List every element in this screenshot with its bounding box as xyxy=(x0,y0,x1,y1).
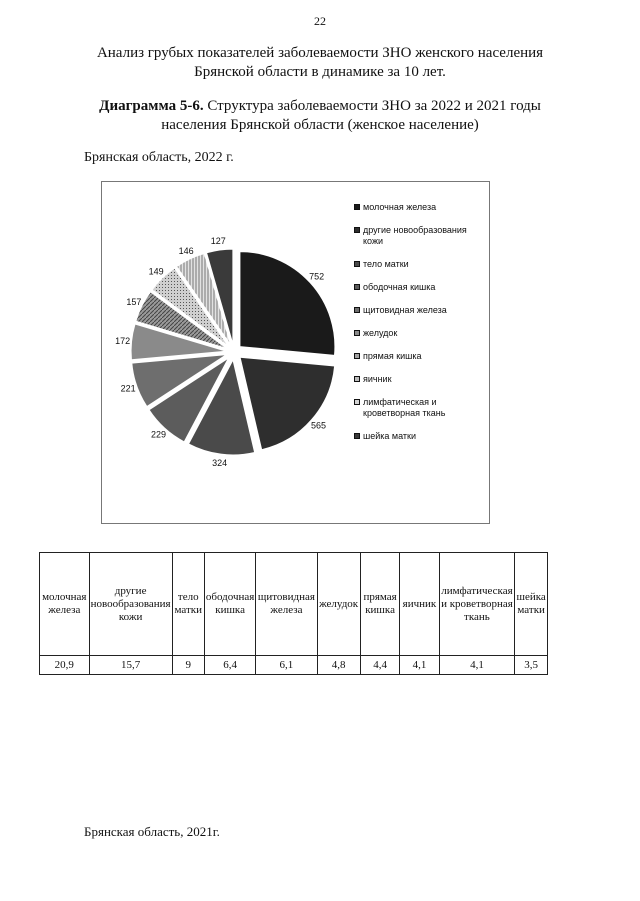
table-value-cell-6: 4,8 xyxy=(317,656,360,675)
pie-value-label-9: 146 xyxy=(178,245,194,256)
page-heading xyxy=(40,44,600,82)
pie-chart-frame xyxy=(101,181,490,524)
pie-slice-1 xyxy=(240,252,335,356)
legend-label-2: другие новообразования кожи xyxy=(363,225,467,246)
table-value-cell-4: 6,4 xyxy=(204,656,255,675)
table-header-cell-8: яичник xyxy=(400,553,439,656)
legend-swatch-4 xyxy=(354,284,360,290)
share-table xyxy=(39,552,548,675)
legend-swatch-10 xyxy=(354,433,360,439)
pie-slice-2 xyxy=(240,357,335,449)
table-header-cell-9: лимфатическая и кроветворная ткань xyxy=(439,553,515,656)
legend-label-4: ободочная кишка xyxy=(363,282,436,292)
diagram-title xyxy=(40,97,600,135)
table-value-cell-2: 15,7 xyxy=(89,656,172,675)
chart-legend xyxy=(354,202,486,442)
legend-label-7: прямая кишка xyxy=(363,351,422,361)
legend-swatch-5 xyxy=(354,307,360,313)
pie-value-label-6: 172 xyxy=(115,335,131,346)
pie-value-label-3: 324 xyxy=(212,458,228,469)
table-value-cell-9: 4,1 xyxy=(439,656,515,675)
pie-value-label-8: 149 xyxy=(148,266,164,277)
table-header-cell-10: шейка матки xyxy=(515,553,548,656)
pie-value-label-1: 752 xyxy=(309,271,325,282)
legend-item-1 xyxy=(354,202,486,213)
table-value-cell-10: 3,5 xyxy=(515,656,548,675)
heading-line-2: Брянской области в динамике за 10 лет. xyxy=(194,64,446,80)
legend-swatch-2 xyxy=(354,227,360,233)
legend-item-4 xyxy=(354,282,486,293)
pie-value-label-5: 221 xyxy=(120,383,136,394)
table-value-cell-3: 9 xyxy=(172,656,204,675)
diagram-title-text: Структура заболеваемости ЗНО за 2022 и 2021 годы xyxy=(203,98,541,114)
region-label-2022: Брянская область, 2022 г. xyxy=(84,150,234,165)
table-value-cell-8: 4,1 xyxy=(400,656,439,675)
diagram-title-line-2: населения Брянской области (женское население) xyxy=(161,117,479,133)
legend-label-6: желудок xyxy=(363,328,398,338)
table-value-cell-5: 6,1 xyxy=(256,656,317,675)
legend-label-5: щитовидная железа xyxy=(363,305,447,315)
table-header-cell-1: молочная железа xyxy=(40,553,90,656)
table-header-cell-3: тело матки xyxy=(172,553,204,656)
diagram-title-line-1 xyxy=(40,97,600,116)
legend-swatch-7 xyxy=(354,353,360,359)
pie-value-label-2: 565 xyxy=(310,420,327,431)
legend-item-7 xyxy=(354,351,486,362)
legend-label-10: шейка матки xyxy=(363,431,416,441)
legend-item-8 xyxy=(354,374,486,385)
legend-swatch-9 xyxy=(354,399,360,405)
legend-swatch-8 xyxy=(354,376,360,382)
table-header-cell-2: другие новообразования кожи xyxy=(89,553,172,656)
legend-label-3: тело матки xyxy=(363,259,409,269)
legend-swatch-3 xyxy=(354,261,360,267)
legend-swatch-1 xyxy=(354,204,360,210)
legend-swatch-6 xyxy=(354,330,360,336)
legend-item-3 xyxy=(354,259,486,270)
legend-item-6 xyxy=(354,328,486,339)
page-number: 22 xyxy=(314,14,326,28)
legend-item-5 xyxy=(354,305,486,316)
heading-line-1: Анализ грубых показателей заболеваемости ЗНО женского населения xyxy=(96,45,544,61)
table-header-row xyxy=(40,553,548,656)
pie-value-label-4: 229 xyxy=(150,429,167,440)
table-header-cell-6: желудок xyxy=(317,553,360,656)
legend-label-9: лимфатическая и кроветворная ткань xyxy=(363,397,446,418)
table-header-cell-7: прямая кишка xyxy=(360,553,400,656)
legend-item-10 xyxy=(354,431,486,442)
legend-label-1: молочная железа xyxy=(363,202,437,212)
legend-item-9 xyxy=(354,397,486,419)
diagram-number: Диаграмма 5-6. xyxy=(99,98,204,114)
table-value-cell-7: 4,4 xyxy=(360,656,400,675)
legend-item-2 xyxy=(354,225,486,247)
pie-value-label-7: 157 xyxy=(126,296,142,307)
legend-label-8: яичник xyxy=(363,374,392,384)
pie-value-label-10: 127 xyxy=(210,236,226,247)
table-value-row xyxy=(40,656,548,675)
table-header-cell-4: ободочная кишка xyxy=(204,553,255,656)
table-value-cell-1: 20,9 xyxy=(40,656,90,675)
table-header-cell-5: щитовидная железа xyxy=(256,553,317,656)
region-label-2021: Брянская область, 2021г. xyxy=(84,824,220,839)
